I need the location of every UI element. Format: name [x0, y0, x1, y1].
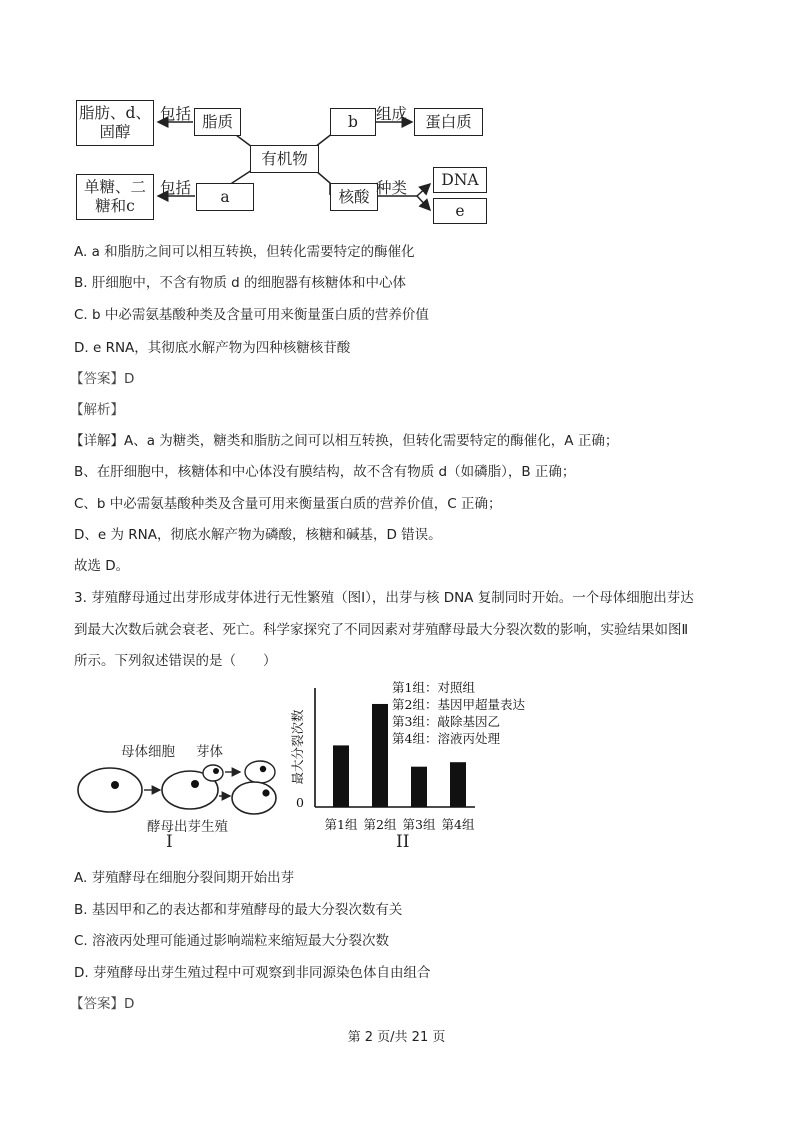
page-footer: 第 2 页/共 21 页: [347, 1030, 446, 1045]
q3-option-d: D. 芽殖酵母出芽生殖过程中可观察到非同源染色体自由组合: [74, 965, 431, 981]
budding-cells-drawing: [70, 730, 285, 820]
q2-analysis-line-4: D、e 为 RNA，彻底水解产物为磷酸，核糖和碱基，D 错误。: [74, 527, 442, 543]
legend-entry-4: 第4组：溶液丙处理: [392, 731, 500, 746]
budding-caption: 酵母出芽生殖: [147, 819, 228, 835]
b-text: b: [348, 112, 358, 131]
a-box: [196, 183, 254, 211]
q3-stem-line-3: 所示。下列叙述错误的是（ ）: [74, 653, 277, 669]
legend-entry-1: 第1组：对照组: [392, 680, 475, 695]
q2-analysis-heading: 【解析】: [70, 402, 124, 418]
x-tick-label-3: 第3组: [402, 817, 436, 832]
a-text: a: [220, 187, 230, 206]
e-text: e: [455, 201, 465, 220]
bar-2: [372, 704, 388, 807]
q2-option-d: D. e RNA，其彻底水解产物为四种核糖核苷酸: [74, 340, 351, 356]
mother-cell-label: 母体细胞: [121, 744, 175, 760]
q3-stem-line-2: 到最大次数后就会衰老、死亡。科学家探究了不同因素对芽殖酵母最大分裂次数的影响，实验结果如图Ⅱ: [74, 622, 689, 638]
dna-box: [433, 167, 487, 193]
q2-option-b: B. 肝细胞中，不含有物质 d 的细胞器有核糖体和中心体: [74, 275, 406, 291]
bar-4: [450, 762, 466, 807]
protein-text: 蛋白质: [425, 112, 472, 131]
nucleic-text: 核酸: [338, 187, 370, 206]
legend-entry-3: 第3组：敲除基因乙: [392, 714, 500, 729]
q2-analysis-line-3: C、b 中必需氨基酸种类及含量可用来衡量蛋白质的营养价值，C 正确；: [74, 496, 502, 512]
q2-answer: 【答案】D: [70, 371, 135, 387]
origin-label: 0: [296, 795, 304, 810]
q3-stem-line-1: 3. 芽殖酵母通过出芽形成芽体进行无性繁殖（图Ⅰ），出芽与核 DNA 复制同时开始。一个母体细胞出芽达: [74, 590, 694, 606]
protein-box: [414, 108, 483, 136]
fat-include-label: 包括: [160, 105, 192, 123]
center-box: [250, 145, 319, 173]
fat-contents-box: [76, 100, 154, 146]
q2-option-a: A. a 和脂肪之间可以相互转换，但转化需要特定的酶催化: [74, 244, 415, 260]
q3-option-a: A. 芽殖酵母在细胞分裂间期开始出芽: [74, 870, 295, 886]
bud-label: 芽体: [196, 744, 223, 760]
a-contents-text: 单糖、二糖和c: [83, 178, 146, 215]
dna-text: DNA: [441, 170, 479, 189]
q2-analysis-line-1: 【详解】A、a 为糖类，糖类和脂肪之间可以相互转换，但转化需要特定的酶催化，A 正确；: [70, 433, 619, 449]
q2-analysis-line-5: 故选 D。: [74, 558, 130, 574]
fat-box: [194, 108, 241, 136]
compose-label: 组成: [376, 105, 408, 123]
e-box: [433, 198, 487, 224]
a-contents-box: [76, 174, 154, 220]
q3-option-c: C. 溶液丙处理可能通过影响端粒来缩短最大分裂次数: [74, 933, 390, 949]
fat-contents-text: 脂肪、d、固醇: [79, 104, 151, 141]
kinds-label: 种类: [376, 179, 408, 197]
center-text: 有机物: [261, 149, 308, 168]
x-tick-label-4: 第4组: [441, 817, 475, 832]
figure-1-roman: I: [166, 832, 173, 852]
bar-chart: [280, 670, 550, 850]
q3-option-b: B. 基因甲和乙的表达都和芽殖酵母的最大分裂次数有关: [74, 902, 403, 918]
x-tick-label-1: 第1组: [324, 817, 358, 832]
bar-3: [411, 767, 427, 807]
bar-1: [333, 745, 349, 807]
y-axis-label: 最大分裂次数: [290, 709, 305, 785]
legend-entry-2: 第2组：基因甲超量表达: [392, 697, 525, 712]
b-box: [330, 108, 376, 136]
fat-text: 脂质: [201, 112, 233, 131]
figure-2-roman: II: [396, 832, 410, 852]
q3-answer: 【答案】D: [70, 996, 135, 1012]
q2-analysis-line-2: B、在肝细胞中，核糖体和中心体没有膜结构，故不含有物质 d（如磷脂），B 正确；: [74, 464, 576, 480]
q2-option-c: C. b 中必需氨基酸种类及含量可用来衡量蛋白质的营养价值: [74, 307, 429, 323]
x-tick-label-2: 第2组: [363, 817, 397, 832]
a-include-label: 包括: [160, 179, 192, 197]
nucleic-box: [330, 183, 378, 211]
